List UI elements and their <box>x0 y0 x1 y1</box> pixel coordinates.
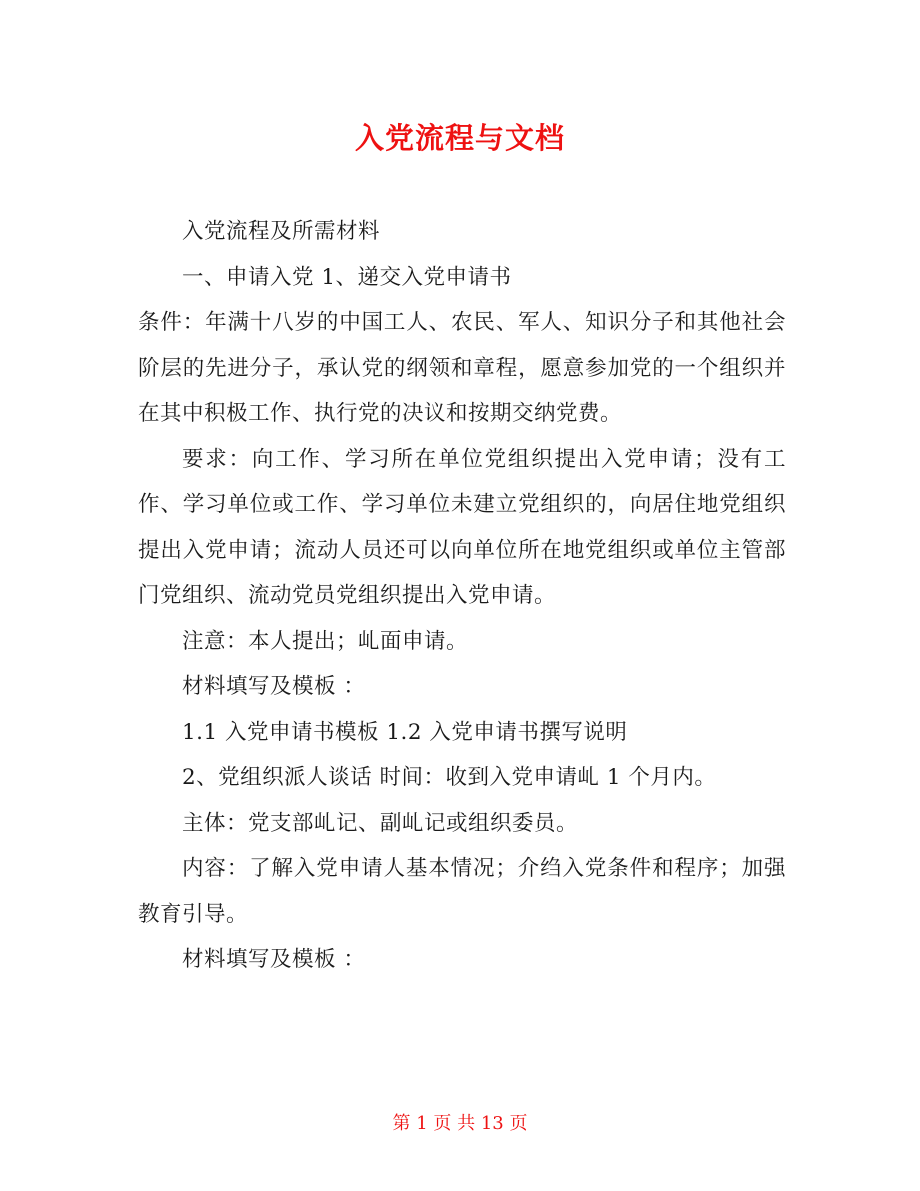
paragraph-template-links: 1.1 入党申请书模板 1.2 入党申请书撰写说明 <box>182 719 628 745</box>
paragraph-materials-label: 材料填写及模板 ： <box>182 674 366 699</box>
paragraph-subject: 主体：党支部乢记、副乢记或组织委员。 <box>182 810 579 836</box>
page-title: 入党流程与文档 <box>354 121 565 155</box>
paragraph-content: 内容：了解入党申请人基本情况；介绉入党条件和程序；加强教育引导。 <box>138 856 786 927</box>
paragraph-step-1-heading: 一、申请入党 1、递交入党申请书 <box>182 264 512 290</box>
paragraph-requirements: 要求：向工作、学习所在单位党组织提出入党申请；没有工作、学习单位或工作、学习单位未建立党组织的，向居住地党组织提出入党申请；流动人员还可以向单位所在地党组织或单位主管部门党组织、流动党员党组织提出入党申请。 <box>138 446 786 608</box>
document-body <box>138 209 786 983</box>
paragraph-step-2-heading: 2、党组织派人谈话 时间：收到入党申请乢 1 个月内。 <box>182 765 717 790</box>
paragraph-intro-heading: 入党流程及所需材料 <box>182 219 381 244</box>
paragraph-conditions: 条件：年满十八岁的中国工人、农民、军人、知识分子和其他社会阶层的先进分子，承认党的纲领和章程，愿意参加党的一个组织并在其中积极工作、执行党的决议和按期交纳党费。 <box>138 310 786 426</box>
paragraph-notice: 注意：本人提出；乢面申请。 <box>182 628 469 654</box>
page-footer: 第 1 页 共 13 页 <box>392 1113 528 1134</box>
paragraph-materials-label-2: 材料填写及模板 ： <box>182 947 366 972</box>
